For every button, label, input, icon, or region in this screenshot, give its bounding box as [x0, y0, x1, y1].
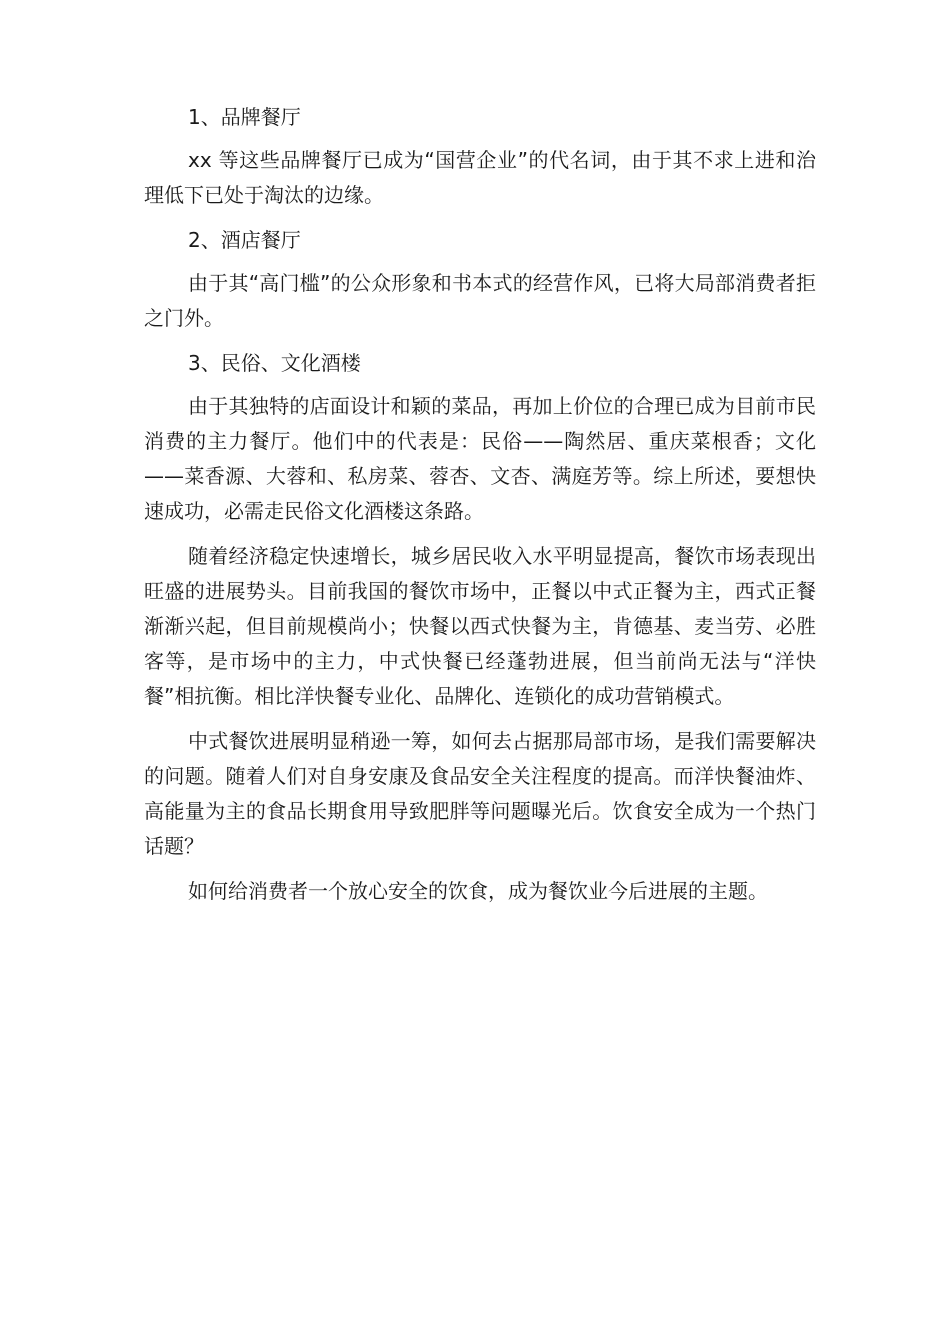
document-page	[144, 100, 816, 919]
section-heading-folk-culture-restaurants: 3、民俗、文化酒楼	[188, 351, 361, 375]
section-heading-hotel-restaurants: 2、酒店餐厅	[188, 228, 301, 252]
paragraph-conclusion: 如何给消费者一个放心安全的饮食，成为餐饮业今后进展的主题。	[188, 879, 768, 903]
paragraph-chinese-catering: 中式餐饮进展明显稍逊一筹，如何去占据那局部市场，是我们需要解决的问题。随着人们对自身安康及食品安全关注程度的提高。而洋快餐油炸、高能量为主的食品长期食用导致肥胖等问题曝光后。饮食安全成为一个热门话题？	[144, 729, 816, 858]
paragraph-hotel-restaurants: 由于其“高门槛”的公众形象和书本式的经营作风，已将大局部消费者拒之门外。	[144, 271, 816, 330]
paragraph-folk-culture-restaurants: 由于其独特的店面设计和颖的菜品，再加上价位的合理已成为目前市民消费的主力餐厅。他们中的代表是：民俗——陶然居、重庆菜根香；文化——菜香源、大蓉和、私房菜、蓉杏、文杏、满庭芳等。综上所述，要想快速成功，必需走民俗文化酒楼这条路。	[144, 394, 816, 523]
paragraph-market-overview: 随着经济稳定快速增长，城乡居民收入水平明显提高，餐饮市场表现出旺盛的进展势头。目前我国的餐饮市场中，正餐以中式正餐为主，西式正餐渐渐兴起，但目前规模尚小；快餐以西式快餐为主，肯德基、麦当劳、必胜客等，是市场中的主力，中式快餐已经蓬勃进展，但当前尚无法与“洋快餐”相抗衡。相比洋快餐专业化、品牌化、连锁化的成功营销模式。	[144, 544, 816, 708]
section-heading-brand-restaurants: 1、品牌餐厅	[188, 105, 301, 129]
paragraph-brand-restaurants: xx 等这些品牌餐厅已成为“国营企业”的代名词，由于其不求上进和治理低下已处于淘汰的边缘。	[144, 148, 816, 207]
